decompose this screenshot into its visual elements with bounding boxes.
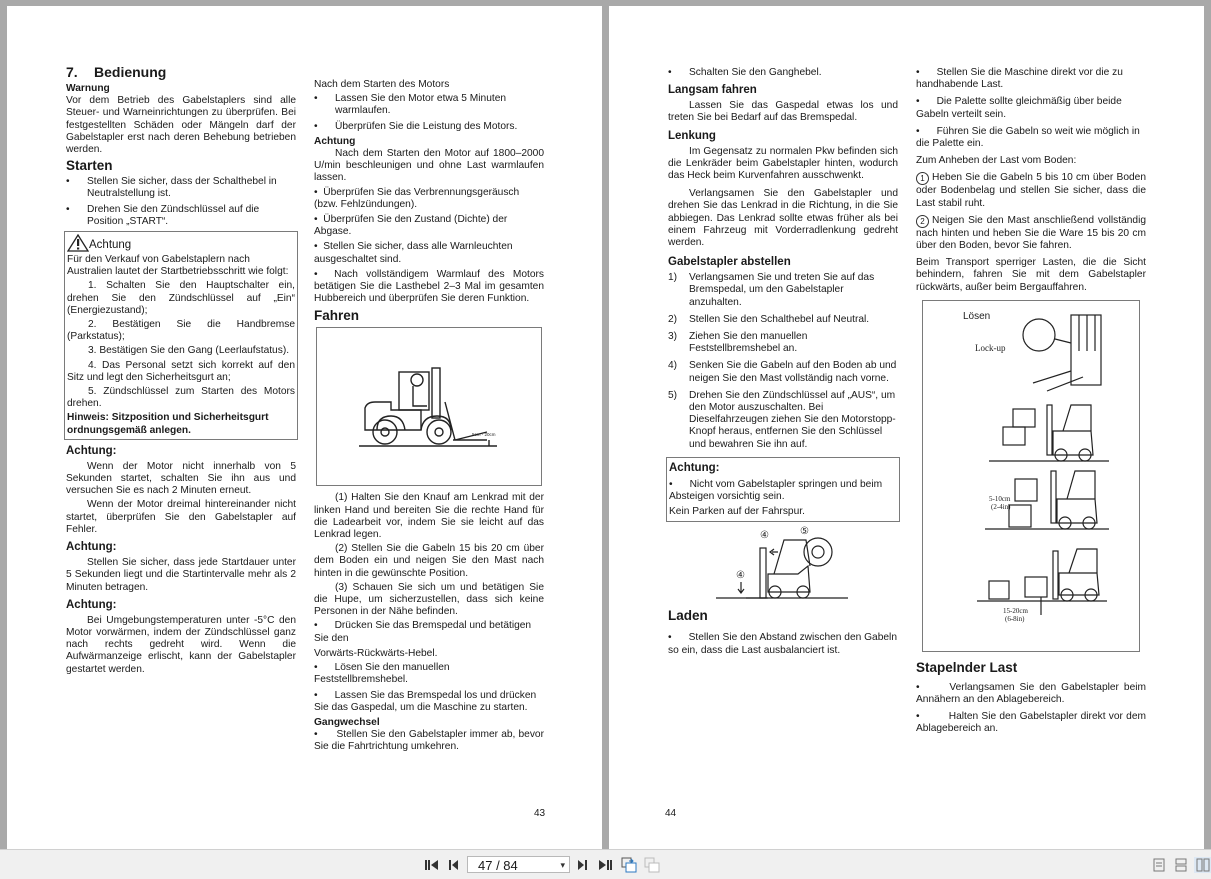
paragraph: Beim Transport sperriger Lasten, die die Sicht behindern, fahren Sie mit dem Gabelstapler rückwärts, außer beim Bergauffahren. [916,257,1146,293]
two-page-icon [1196,858,1210,872]
list-item: • Lassen Sie den Motor etwa 5 Minuten warmlaufen. [314,93,507,117]
list-item: • Überprüfen Sie die Leistung des Motors. [314,120,518,132]
chevron-down-icon: ▾ [560,860,565,870]
list-item: • Stellen Sie die Maschine direkt vor die zu handhabende Last. [916,67,1123,91]
continuous-view-button[interactable] [1173,857,1189,873]
svg-text:5-10cm: 5-10cm [989,494,1011,503]
warning-triangle-icon [67,234,89,252]
left-column-2 [314,79,544,757]
forklift-stacking-icon [923,301,1139,651]
first-page-icon [425,859,439,871]
step-1: 1 Heben Sie die Gabeln 5 bis 10 cm über Boden oder Bodenbelag und stellen Sie sicher, dass die Last stabil ruht. [916,172,1146,209]
last-page-button[interactable] [597,857,613,873]
svg-text:15-20cm: 15-20cm [1003,606,1028,615]
list-item: • Schalten Sie den Ganghebel. [668,67,822,78]
stacking-illustration [922,300,1140,652]
list-item: • Stellen Sie sicher, dass alle Warnleuchten ausgeschaltet sind. [314,241,513,265]
paragraph: Nach dem Starten des Motors [314,79,450,90]
svg-text:(2-4in): (2-4in) [991,502,1011,511]
next-page-button[interactable] [576,857,588,873]
achtung-step: 2. Bestätigen Sie die Handbremse (Parkstatus); [67,319,295,343]
next-view-icon [644,857,660,873]
achtung-heading: Achtung [314,135,356,147]
laden-heading: Laden [668,608,708,624]
starten-heading: Starten [66,158,113,174]
list-item: • Die Palette sollte gleichmäßig über beide Gabeln verteilt sein. [916,96,1122,120]
previous-view-icon [621,857,637,873]
single-page-icon [1153,858,1165,872]
list-item: • Nach vollständigem Warmlauf des Motors betätigen Sie die Lasthebel 2–3 Mal im gesamten Hubbereich und überprüfen Sie deren Funktion. [314,268,544,305]
single-page-view-button[interactable] [1151,857,1167,873]
warnung-heading: Warnung [66,83,110,94]
achtung-box-intro: Für den Verkauf von Gabelstaplern nach Australien lautet der Startbetriebsschritt wie folgt: [67,254,289,278]
achtung-step: 1. Schalten Sie den Hauptschalter ein, drehen Sie den Zündschlüssel auf „Ein“ (Energiezustand); [67,280,295,316]
lenkung-heading: Lenkung [668,129,716,142]
list-item: 2) Stellen Sie den Schalthebel auf Neutral. [668,313,870,325]
svg-text:④: ④ [736,570,745,582]
achtung-box-heading: Achtung [67,234,295,252]
svg-text:(6-8in): (6-8in) [1005,614,1025,623]
fahren-heading: Fahren [314,308,360,324]
paragraph: Bei Umgebungstemperaturen unter -5°C den Motor vorwärmen, indem der Zündschlüssel ganz nach rechts gedreht wird. Wenn die Aufwärmanzeige erlischt, kann der Gabelstapler gestartet werden. [66,614,296,675]
previous-page-button[interactable] [447,857,461,873]
achtung-heading-2: Achtung: [66,541,117,554]
langsam-heading: Langsam fahren [668,84,757,97]
page-number-dropdown[interactable] [467,856,570,873]
left-column-1 [66,64,296,678]
paragraph: Stellen Sie sicher, dass jede Startdauer unter 5 Sekunden liegt und die Startintervalle mehr als 2 Minuten betragen. [66,557,296,593]
paragraph: (3) Schauen Sie sich um und betätigen Sie die Hupe, um sicherzustellen, dass sich keine Personen in der Nähe befinden. [314,581,544,618]
chapter-number: 7. [66,64,78,80]
list-item: 1) Verlangsamen Sie und treten Sie auf das Bremspedal, um den Gabelstapler anzuhalten. [668,272,875,308]
current-page-value: 47 / 84 [478,858,518,873]
achtung-step: 4. Das Personal setzt sich korrekt auf den Sitz und legt den Sicherheitsgurt an; [67,359,295,383]
list-item: • Stellen Sie den Gabelstapler immer ab, bevor Sie die Fahrtrichtung umkehren. [314,729,544,753]
achtung-step: 5. Zündschlüssel zum Starten des Motors drehen. [67,386,295,410]
forklift-icon [317,328,541,485]
paragraph: Im Gegensatz zu normalen Pkw befinden sich die Lenkräder beim Gabelstapler hinten, wodurch das Heck beim Kurvenfahren ausschwenkt. [668,145,898,182]
last-page-icon [598,859,612,871]
achtung-step: 3. Bestätigen Sie den Gang (Leerlaufstatus). [88,345,290,357]
list-item: • Drücken Sie das Bremspedal und betätigen Sie den [314,620,532,644]
parking-forklift-illustration [668,524,898,602]
forklift-parking-icon [668,524,898,602]
list-item: • Nicht vom Gabelstapler springen und beim Absteigen vorsichtig sein. [669,478,883,503]
list-item: • Stellen Sie sicher, dass der Schalthebel in Neutralstellung ist. [66,176,277,200]
chapter-heading [66,64,296,81]
svg-text:⑤: ⑤ [800,526,809,538]
next-view-button[interactable] [643,857,661,873]
achtung-heading-3: Achtung: [66,598,117,611]
paragraph: Zum Anheben der Last vom Boden: [916,155,1077,167]
list-item: • Führen Sie die Gabeln so weit wie möglich in die Palette ein. [916,125,1140,150]
achtung-box-heading: Achtung: [669,461,720,474]
right-column-2 [916,67,1146,739]
paragraph: Wenn der Motor dreimal hintereinander nicht startet, überprüfen Sie den Gabelstapler auf Fehler. [66,499,296,535]
list-item: • Lösen Sie den manuellen Feststellbremshebel. [314,662,450,686]
previous-page-icon [449,859,459,871]
svg-text:Lösen: Lösen [963,310,991,322]
list-item: • Halten Sie den Gabelstapler direkt vor dem Ablagebereich an. [916,711,1146,735]
paragraph: Wenn der Motor nicht innerhalb von 5 Sekunden startet, schalten Sie ihn aus und versuchen Sie es nach 2 Minuten erneut. [66,460,296,497]
first-page-button[interactable] [424,857,440,873]
list-item: 3) Ziehen Sie den manuellen Feststellbremshebel an. [668,331,808,355]
two-page-view-button[interactable] [1194,857,1211,873]
achtung-heading-1: Achtung: [66,444,117,457]
page-number: 44 [665,808,677,819]
svg-text:④: ④ [760,530,769,542]
forklift-driving-illustration [316,327,542,486]
list-item: • Lassen Sie das Bremspedal los und drücken Sie das Gaspedal, um die Maschine zu starten. [314,689,537,713]
paragraph: (1) Halten Sie den Knauf am Lenkrad mit der linken Hand und bereiten Sie die rechte Hand für die Ladearbeit vor, indem Sie sie leicht auf das Lenkrad legen. [314,492,544,541]
step-2: 2 Neigen Sie den Mast anschließend vollständig nach hinten und heben Sie die Ware 15 bis 20 cm über den Boden, bevor Sie fahren. [916,214,1146,252]
paragraph: Lassen Sie das Gaspedal etwas los und treten Sie bei Bedarf auf das Bremspedal. [668,100,898,124]
achtung-box [666,457,900,523]
list-item: • Verlangsamen Sie den Gabelstapler beim Annähern an den Ablagebereich. [916,681,1146,706]
paragraph: Nach dem Starten den Motor auf 1800–2000 U/min beschleunigen und ohne Last warmlaufen lassen. [314,148,544,184]
gangwechsel-heading: Gangwechsel [314,716,380,728]
page-number: 43 [534,808,546,819]
paragraph: Vorwärts-Rückwärts-Hebel. [314,647,438,659]
paragraph: Verlangsamen Sie den Gabelstapler und drehen Sie das Lenkrad in die Richtung, in die Sie abbiegen. Das Lenkrad sollte etwas früher als bei einem Fahrzeug mit Vorderradlenkung gedreht werden. [668,188,898,249]
list-item: • Überprüfen Sie den Zustand (Dichte) der Abgase. [314,214,508,238]
right-column-1 [668,67,898,660]
paragraph: (2) Stellen Sie die Gabeln 15 bis 20 cm über dem Boden ein und neigen Sie den Mast nach hinten in die gewünschte Position. [314,543,544,579]
list-item: 4) Senken Sie die Gabeln auf den Boden ab und neigen Sie den Mast vollständig nach vorne. [668,360,897,384]
stapel-heading: Stapelnder Last [916,659,1018,675]
achtung-box [64,231,298,440]
page-43 [7,6,602,849]
list-item: • Stellen Sie den Abstand zwischen den Gabeln so ein, dass die Last ausbalanciert ist. [668,632,897,656]
continuous-page-icon [1175,858,1187,872]
viewer-toolbar [0,849,1211,879]
svg-text:5cm - 20cm: 5cm - 20cm [472,432,496,438]
svg-text:Lock-up: Lock-up [975,342,1006,353]
warnung-text: Vor dem Betrieb des Gabelstaplers sind alle Steuer- und Warneinrichtungen zu überprüfen. Bei festgestellten Schäden oder Mängeln darf der Gabelstapler erst nach deren Behebung betrieben werden. [66,95,296,156]
list-item: 5) Drehen Sie den Zündschlüssel auf „AUS“, um den Motor auszuschalten. Bei Dieselfahrzeugen ziehen Sie den Motorstopp-Knopf heraus, entfernen Sie den Schlüssel und bewahren Sie ihn auf. [668,389,896,450]
hinweis-text: Hinweis: Sitzposition und Sicherheitsgurt ordnungsgemäß anlegen. [67,412,269,436]
list-item: • Überprüfen Sie das Verbrennungsgeräusch (bzw. Fehlzündungen). [314,186,520,210]
page-44 [609,6,1204,849]
list-item: • Drehen Sie den Zündschlüssel auf die Position „START“. [66,203,260,227]
next-page-icon [577,859,587,871]
paragraph: Kein Parken auf der Fahrspur. [669,506,805,518]
chapter-title: Bedienung [94,64,167,80]
previous-view-button[interactable] [620,857,638,873]
abstellen-heading: Gabelstapler abstellen [668,256,791,269]
